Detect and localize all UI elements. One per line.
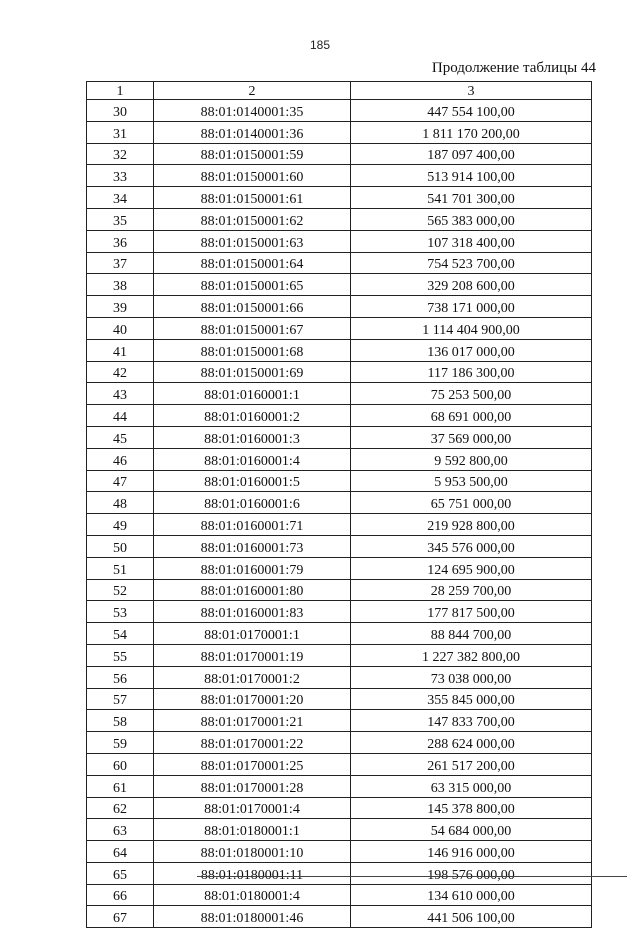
row-number-cell: 40 [87,317,154,339]
value-cell: 355 845 000,00 [351,688,592,710]
table-row [87,710,592,732]
table-row [87,339,592,361]
row-number-cell: 49 [87,514,154,536]
row-number-cell: 67 [87,906,154,928]
table-row [87,797,592,819]
table-row [87,470,592,492]
row-number-cell: 35 [87,208,154,230]
cadastral-number-cell: 88:01:0160001:80 [154,579,351,601]
value-cell: 73 038 000,00 [351,666,592,688]
value-cell: 65 751 000,00 [351,492,592,514]
cadastral-number-cell: 88:01:0150001:64 [154,252,351,274]
value-cell: 107 318 400,00 [351,230,592,252]
column-header-3: 3 [351,82,592,100]
cadastral-number-cell: 88:01:0170001:19 [154,644,351,666]
cadastral-number-cell: 88:01:0170001:20 [154,688,351,710]
cadastral-number-cell: 88:01:0170001:2 [154,666,351,688]
table-row [87,492,592,514]
value-cell: 68 691 000,00 [351,405,592,427]
value-cell: 54 684 000,00 [351,819,592,841]
row-number-cell: 41 [87,339,154,361]
table-row [87,252,592,274]
row-number-cell: 47 [87,470,154,492]
table-row [87,535,592,557]
cadastral-number-cell: 88:01:0160001:6 [154,492,351,514]
cadastral-number-cell: 88:01:0180001:11 [154,862,351,884]
table-caption: Продолжение таблицы 44 [431,60,596,76]
row-number-cell: 54 [87,623,154,645]
cadastral-number-cell: 88:01:0160001:3 [154,426,351,448]
value-cell: 28 259 700,00 [351,579,592,601]
cadastral-number-cell: 88:01:0160001:1 [154,383,351,405]
value-cell: 738 171 000,00 [351,296,592,318]
value-cell: 9 592 800,00 [351,448,592,470]
value-cell: 124 695 900,00 [351,557,592,579]
table-row [87,514,592,536]
cadastral-number-cell: 88:01:0160001:4 [154,448,351,470]
row-number-cell: 51 [87,557,154,579]
table-row [87,623,592,645]
table-row [87,296,592,318]
cadastral-number-cell: 88:01:0150001:66 [154,296,351,318]
value-cell: 147 833 700,00 [351,710,592,732]
cadastral-number-cell: 88:01:0170001:22 [154,732,351,754]
row-number-cell: 37 [87,252,154,274]
table-row [87,165,592,187]
bottom-rule [197,876,627,877]
table-row [87,579,592,601]
cadastral-number-cell: 88:01:0170001:1 [154,623,351,645]
row-number-cell: 53 [87,601,154,623]
table-row [87,601,592,623]
value-cell: 447 554 100,00 [351,100,592,122]
table-row [87,100,592,122]
cadastral-number-cell: 88:01:0170001:21 [154,710,351,732]
value-cell: 541 701 300,00 [351,187,592,209]
cadastral-number-cell: 88:01:0160001:73 [154,535,351,557]
value-cell: 345 576 000,00 [351,535,592,557]
cadastral-number-cell: 88:01:0150001:61 [154,187,351,209]
value-cell: 441 506 100,00 [351,906,592,928]
cadastral-number-cell: 88:01:0150001:60 [154,165,351,187]
row-number-cell: 56 [87,666,154,688]
table-row [87,426,592,448]
table-row [87,666,592,688]
value-cell: 37 569 000,00 [351,426,592,448]
table-row [87,405,592,427]
value-cell: 1 227 382 800,00 [351,644,592,666]
row-number-cell: 38 [87,274,154,296]
cadastral-number-cell: 88:01:0160001:2 [154,405,351,427]
value-cell: 513 914 100,00 [351,165,592,187]
value-cell: 261 517 200,00 [351,753,592,775]
row-number-cell: 31 [87,121,154,143]
cadastral-number-cell: 88:01:0170001:25 [154,753,351,775]
cadastral-number-cell: 88:01:0160001:83 [154,601,351,623]
cadastral-number-cell: 88:01:0150001:62 [154,208,351,230]
table-row [87,775,592,797]
page-number: 185 [309,38,331,52]
row-number-cell: 34 [87,187,154,209]
row-number-cell: 46 [87,448,154,470]
value-cell: 145 378 800,00 [351,797,592,819]
cadastral-number-cell: 88:01:0150001:63 [154,230,351,252]
value-cell: 1 811 170 200,00 [351,121,592,143]
row-number-cell: 48 [87,492,154,514]
row-number-cell: 58 [87,710,154,732]
table-row [87,317,592,339]
cadastral-number-cell: 88:01:0150001:68 [154,339,351,361]
table-row [87,187,592,209]
row-number-cell: 66 [87,884,154,906]
table-row [87,208,592,230]
value-cell: 198 576 000,00 [351,862,592,884]
row-number-cell: 61 [87,775,154,797]
value-cell: 177 817 500,00 [351,601,592,623]
table-row [87,448,592,470]
value-cell: 117 186 300,00 [351,361,592,383]
table-row [87,143,592,165]
row-number-cell: 63 [87,819,154,841]
row-number-cell: 30 [87,100,154,122]
cadastral-number-cell: 88:01:0150001:59 [154,143,351,165]
column-header-2: 2 [154,82,351,100]
table-row [87,121,592,143]
table-row [87,884,592,906]
value-cell: 565 383 000,00 [351,208,592,230]
row-number-cell: 50 [87,535,154,557]
value-cell: 88 844 700,00 [351,623,592,645]
cadastral-number-cell: 88:01:0160001:71 [154,514,351,536]
value-cell: 134 610 000,00 [351,884,592,906]
row-number-cell: 42 [87,361,154,383]
table-row [87,361,592,383]
cadastral-number-cell: 88:01:0140001:35 [154,100,351,122]
cadastral-number-cell: 88:01:0180001:1 [154,819,351,841]
row-number-cell: 44 [87,405,154,427]
row-number-cell: 60 [87,753,154,775]
row-number-cell: 57 [87,688,154,710]
value-cell: 754 523 700,00 [351,252,592,274]
value-cell: 187 097 400,00 [351,143,592,165]
value-cell: 219 928 800,00 [351,514,592,536]
row-number-cell: 32 [87,143,154,165]
row-number-cell: 65 [87,862,154,884]
table-row [87,230,592,252]
data-table [86,81,592,928]
table-row [87,753,592,775]
table-row [87,557,592,579]
row-number-cell: 52 [87,579,154,601]
row-number-cell: 33 [87,165,154,187]
table-header-row [87,82,592,100]
row-number-cell: 39 [87,296,154,318]
row-number-cell: 62 [87,797,154,819]
cadastral-number-cell: 88:01:0160001:79 [154,557,351,579]
table-row [87,841,592,863]
cadastral-number-cell: 88:01:0150001:65 [154,274,351,296]
cadastral-number-cell: 88:01:0180001:46 [154,906,351,928]
row-number-cell: 45 [87,426,154,448]
table-row [87,732,592,754]
value-cell: 146 916 000,00 [351,841,592,863]
table-row [87,274,592,296]
value-cell: 5 953 500,00 [351,470,592,492]
value-cell: 1 114 404 900,00 [351,317,592,339]
value-cell: 136 017 000,00 [351,339,592,361]
cadastral-number-cell: 88:01:0140001:36 [154,121,351,143]
cadastral-number-cell: 88:01:0160001:5 [154,470,351,492]
table-row [87,383,592,405]
cadastral-number-cell: 88:01:0150001:69 [154,361,351,383]
column-header-1: 1 [87,82,154,100]
row-number-cell: 55 [87,644,154,666]
value-cell: 75 253 500,00 [351,383,592,405]
cadastral-number-cell: 88:01:0170001:28 [154,775,351,797]
row-number-cell: 43 [87,383,154,405]
table-row [87,819,592,841]
row-number-cell: 36 [87,230,154,252]
value-cell: 329 208 600,00 [351,274,592,296]
cadastral-number-cell: 88:01:0180001:10 [154,841,351,863]
cadastral-number-cell: 88:01:0170001:4 [154,797,351,819]
table-row [87,644,592,666]
value-cell: 288 624 000,00 [351,732,592,754]
table-row [87,862,592,884]
row-number-cell: 59 [87,732,154,754]
row-number-cell: 64 [87,841,154,863]
value-cell: 63 315 000,00 [351,775,592,797]
cadastral-number-cell: 88:01:0180001:4 [154,884,351,906]
table-row [87,688,592,710]
table-row [87,906,592,928]
cadastral-number-cell: 88:01:0150001:67 [154,317,351,339]
table-body [87,100,592,928]
